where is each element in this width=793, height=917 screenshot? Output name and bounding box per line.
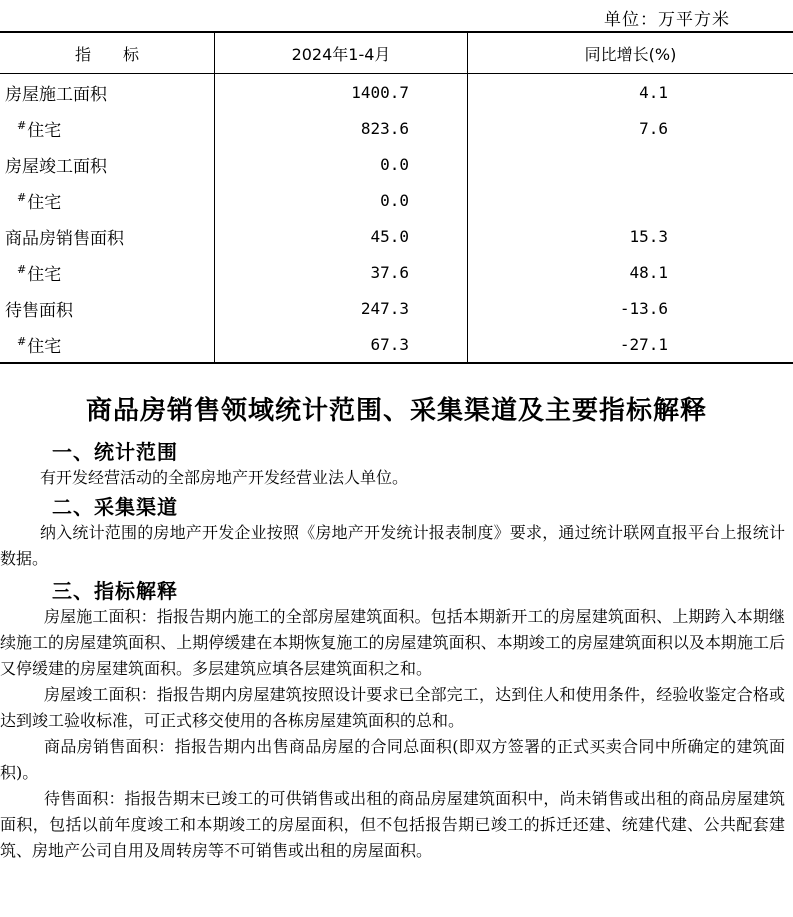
table-header-row xyxy=(0,32,793,74)
row-indicator-name xyxy=(0,110,215,146)
sub-item-marker: # xyxy=(17,190,27,204)
section-heading-channel: 二、采集渠道 xyxy=(52,495,178,519)
table-row xyxy=(0,182,793,218)
unit-label: 单位：万平方米 xyxy=(604,10,730,30)
sub-item-marker: # xyxy=(17,262,27,276)
section-scope xyxy=(0,436,793,491)
row-label: 住宅 xyxy=(27,192,62,213)
row-label: 住宅 xyxy=(27,264,62,285)
row-label: 房屋施工面积 xyxy=(5,84,107,105)
section-definitions xyxy=(0,575,793,864)
row-value: 247.3 xyxy=(215,290,468,326)
document-title: 商品房销售领域统计范围、采集渠道及主要指标解释 xyxy=(85,396,707,426)
row-label: 商品房销售面积 xyxy=(5,228,124,249)
section-body-scope: 有开发经营活动的全部房地产开发经营业法人单位。 xyxy=(40,468,409,487)
row-growth: 4.1 xyxy=(639,82,668,102)
row-value: 45.0 xyxy=(215,218,468,254)
definition-construction-area: 房屋施工面积：指报告期内施工的全部房屋建筑面积。包括本期新开工的房屋建筑面积、上期跨入本期继续施工的房屋建筑面积、上期停缓建在本期恢复施工的房屋建筑面积、本期竣工的房屋建筑面积以及本期施工后又停缓建的房屋建筑面积。多层建筑应填各层建筑面积之和。 xyxy=(0,607,785,678)
definition-completed-area: 房屋竣工面积：指报告期内房屋建筑按照设计要求已全部完工，达到住人和使用条件，经验收鉴定合格或达到竣工验收标准，可正式移交使用的各栋房屋建筑面积的总和。 xyxy=(0,685,785,730)
row-label: 房屋竣工面积 xyxy=(5,156,107,177)
sub-item-marker: # xyxy=(17,334,27,348)
row-label: 住宅 xyxy=(27,336,62,357)
section-heading-scope: 一、统计范围 xyxy=(52,440,178,464)
row-value: 0.0 xyxy=(215,146,468,182)
row-indicator-name xyxy=(0,74,215,111)
table-row xyxy=(0,146,793,182)
table-row xyxy=(0,218,793,254)
row-indicator-name xyxy=(0,254,215,290)
statistics-table xyxy=(0,31,793,364)
row-value: 1400.7 xyxy=(215,74,468,111)
row-indicator-name xyxy=(0,290,215,326)
row-growth xyxy=(468,182,793,218)
header-indicator: 指 标 xyxy=(0,32,215,74)
table-row xyxy=(0,74,793,111)
row-indicator-name xyxy=(0,218,215,254)
row-growth: 15.3 xyxy=(629,226,668,246)
table-row xyxy=(0,110,793,146)
row-growth xyxy=(468,146,793,182)
row-indicator-name xyxy=(0,326,215,363)
row-label: 待售面积 xyxy=(5,300,73,321)
table-row xyxy=(0,290,793,326)
definition-sales-area: 商品房销售面积：指报告期内出售商品房屋的合同总面积(即双方签署的正式买卖合同中所确定的建筑面积)。 xyxy=(0,737,785,782)
row-label: 住宅 xyxy=(27,120,62,141)
header-period: 2024年1-4月 xyxy=(215,32,468,74)
section-body-channel: 纳入统计范围的房地产开发企业按照《房地产开发统计报表制度》要求，通过统计联网直报平台上报统计数据。 xyxy=(0,523,785,568)
row-indicator-name xyxy=(0,182,215,218)
row-value: 823.6 xyxy=(215,110,468,146)
section-heading-definitions: 三、指标解释 xyxy=(52,579,178,603)
row-value: 37.6 xyxy=(215,254,468,290)
section-channel xyxy=(0,491,793,572)
table-row xyxy=(0,326,793,363)
row-growth: -27.1 xyxy=(468,326,793,363)
table-row xyxy=(0,254,793,290)
row-growth: 48.1 xyxy=(629,262,668,282)
definition-for-sale-area: 待售面积：指报告期末已竣工的可供销售或出租的商品房屋建筑面积中，尚未销售或出租的商品房屋建筑面积，包括以前年度竣工和本期竣工的房屋面积，但不包括报告期已竣工的拆迁还建、统建代建、公共配套建筑、房地产公司自用及周转房等不可销售或出租的房屋面积。 xyxy=(0,789,785,860)
row-value: 0.0 xyxy=(215,182,468,218)
sub-item-marker: # xyxy=(17,118,27,132)
row-value: 67.3 xyxy=(215,326,468,363)
row-indicator-name xyxy=(0,146,215,182)
row-growth: -13.6 xyxy=(619,298,668,318)
header-growth: 同比增长(%) xyxy=(468,32,793,74)
row-growth: 7.6 xyxy=(639,118,668,138)
